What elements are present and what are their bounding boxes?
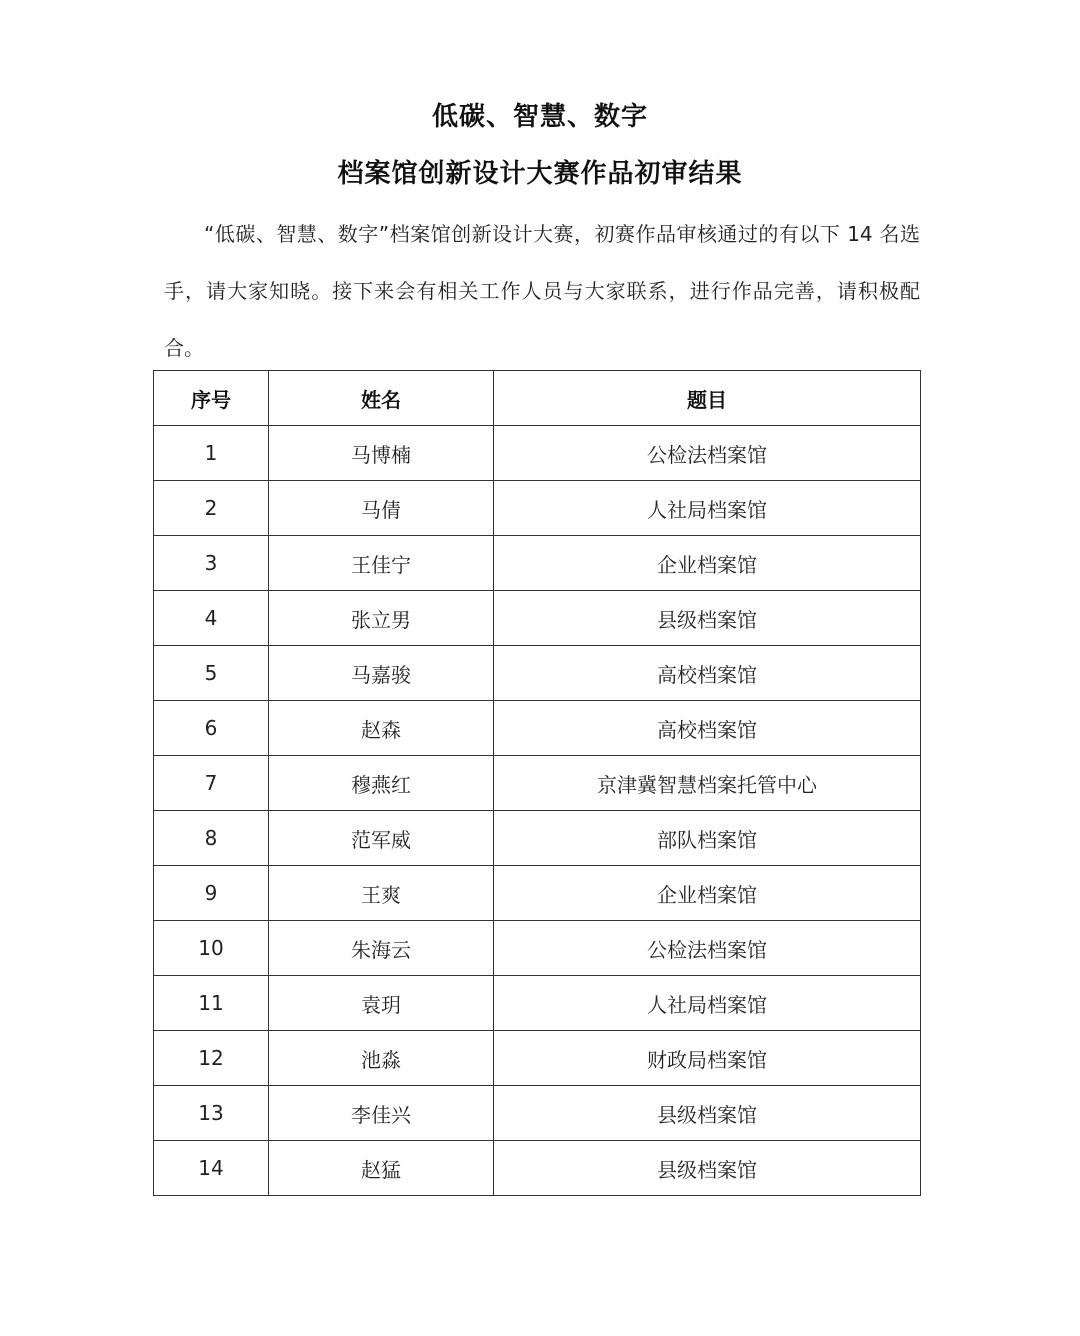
- cell-name: 王佳宁: [269, 536, 494, 591]
- table-row: [154, 866, 921, 921]
- table-row: [154, 536, 921, 591]
- table-header: [154, 371, 921, 426]
- table-header-row: [154, 371, 921, 426]
- cell-number: 8: [154, 811, 269, 866]
- cell-number: 2: [154, 481, 269, 536]
- cell-number: 11: [154, 976, 269, 1031]
- cell-name: 李佳兴: [269, 1086, 494, 1141]
- document-title-line-2: 档案馆创新设计大赛作品初审结果: [337, 159, 743, 189]
- cell-number: 6: [154, 701, 269, 756]
- document-title-line-1: 低碳、智慧、数字: [431, 102, 648, 132]
- cell-topic: 公检法档案馆: [494, 921, 921, 976]
- cell-number: 1: [154, 426, 269, 481]
- cell-name: 范军威: [269, 811, 494, 866]
- table-row: [154, 646, 921, 701]
- table-row: [154, 921, 921, 976]
- table-row: [154, 701, 921, 756]
- results-table: [153, 370, 921, 1196]
- cell-topic: 公检法档案馆: [494, 426, 921, 481]
- cell-name: 赵猛: [269, 1141, 494, 1196]
- cell-name: 池淼: [269, 1031, 494, 1086]
- cell-name: 赵森: [269, 701, 494, 756]
- table-row: [154, 756, 921, 811]
- cell-number: 10: [154, 921, 269, 976]
- cell-number: 5: [154, 646, 269, 701]
- table-row: [154, 1086, 921, 1141]
- cell-topic: 高校档案馆: [494, 646, 921, 701]
- cell-number: 4: [154, 591, 269, 646]
- cell-name: 穆燕红: [269, 756, 494, 811]
- cell-topic: 县级档案馆: [494, 1086, 921, 1141]
- cell-number: 12: [154, 1031, 269, 1086]
- table-row: [154, 976, 921, 1031]
- cell-topic: 人社局档案馆: [494, 976, 921, 1031]
- header-name: 姓名: [269, 371, 494, 426]
- table-row: [154, 481, 921, 536]
- header-number: 序号: [154, 371, 269, 426]
- table-row: [154, 1031, 921, 1086]
- cell-name: 袁玥: [269, 976, 494, 1031]
- cell-number: 3: [154, 536, 269, 591]
- table-row: [154, 426, 921, 481]
- header-topic: 题目: [494, 371, 921, 426]
- cell-name: 马博楠: [269, 426, 494, 481]
- intro-paragraph: “低碳、智慧、数字”档案馆创新设计大赛，初赛作品审核通过的有以下 14 名选手，请大家知晓。接下来会有相关工作人员与大家联系，进行作品完善，请积极配合。: [164, 222, 920, 360]
- cell-topic: 企业档案馆: [494, 536, 921, 591]
- cell-number: 13: [154, 1086, 269, 1141]
- cell-topic: 财政局档案馆: [494, 1031, 921, 1086]
- cell-name: 张立男: [269, 591, 494, 646]
- cell-topic: 县级档案馆: [494, 1141, 921, 1196]
- table-body: [154, 426, 921, 1196]
- cell-topic: 高校档案馆: [494, 701, 921, 756]
- cell-topic: 人社局档案馆: [494, 481, 921, 536]
- cell-topic: 部队档案馆: [494, 811, 921, 866]
- table-row: [154, 591, 921, 646]
- cell-topic: 企业档案馆: [494, 866, 921, 921]
- cell-name: 马嘉骏: [269, 646, 494, 701]
- cell-number: 7: [154, 756, 269, 811]
- cell-name: 王爽: [269, 866, 494, 921]
- cell-topic: 京津冀智慧档案托管中心: [494, 756, 921, 811]
- cell-number: 9: [154, 866, 269, 921]
- table-row: [154, 811, 921, 866]
- table-row: [154, 1141, 921, 1196]
- cell-topic: 县级档案馆: [494, 591, 921, 646]
- cell-number: 14: [154, 1141, 269, 1196]
- cell-name: 朱海云: [269, 921, 494, 976]
- cell-name: 马倩: [269, 481, 494, 536]
